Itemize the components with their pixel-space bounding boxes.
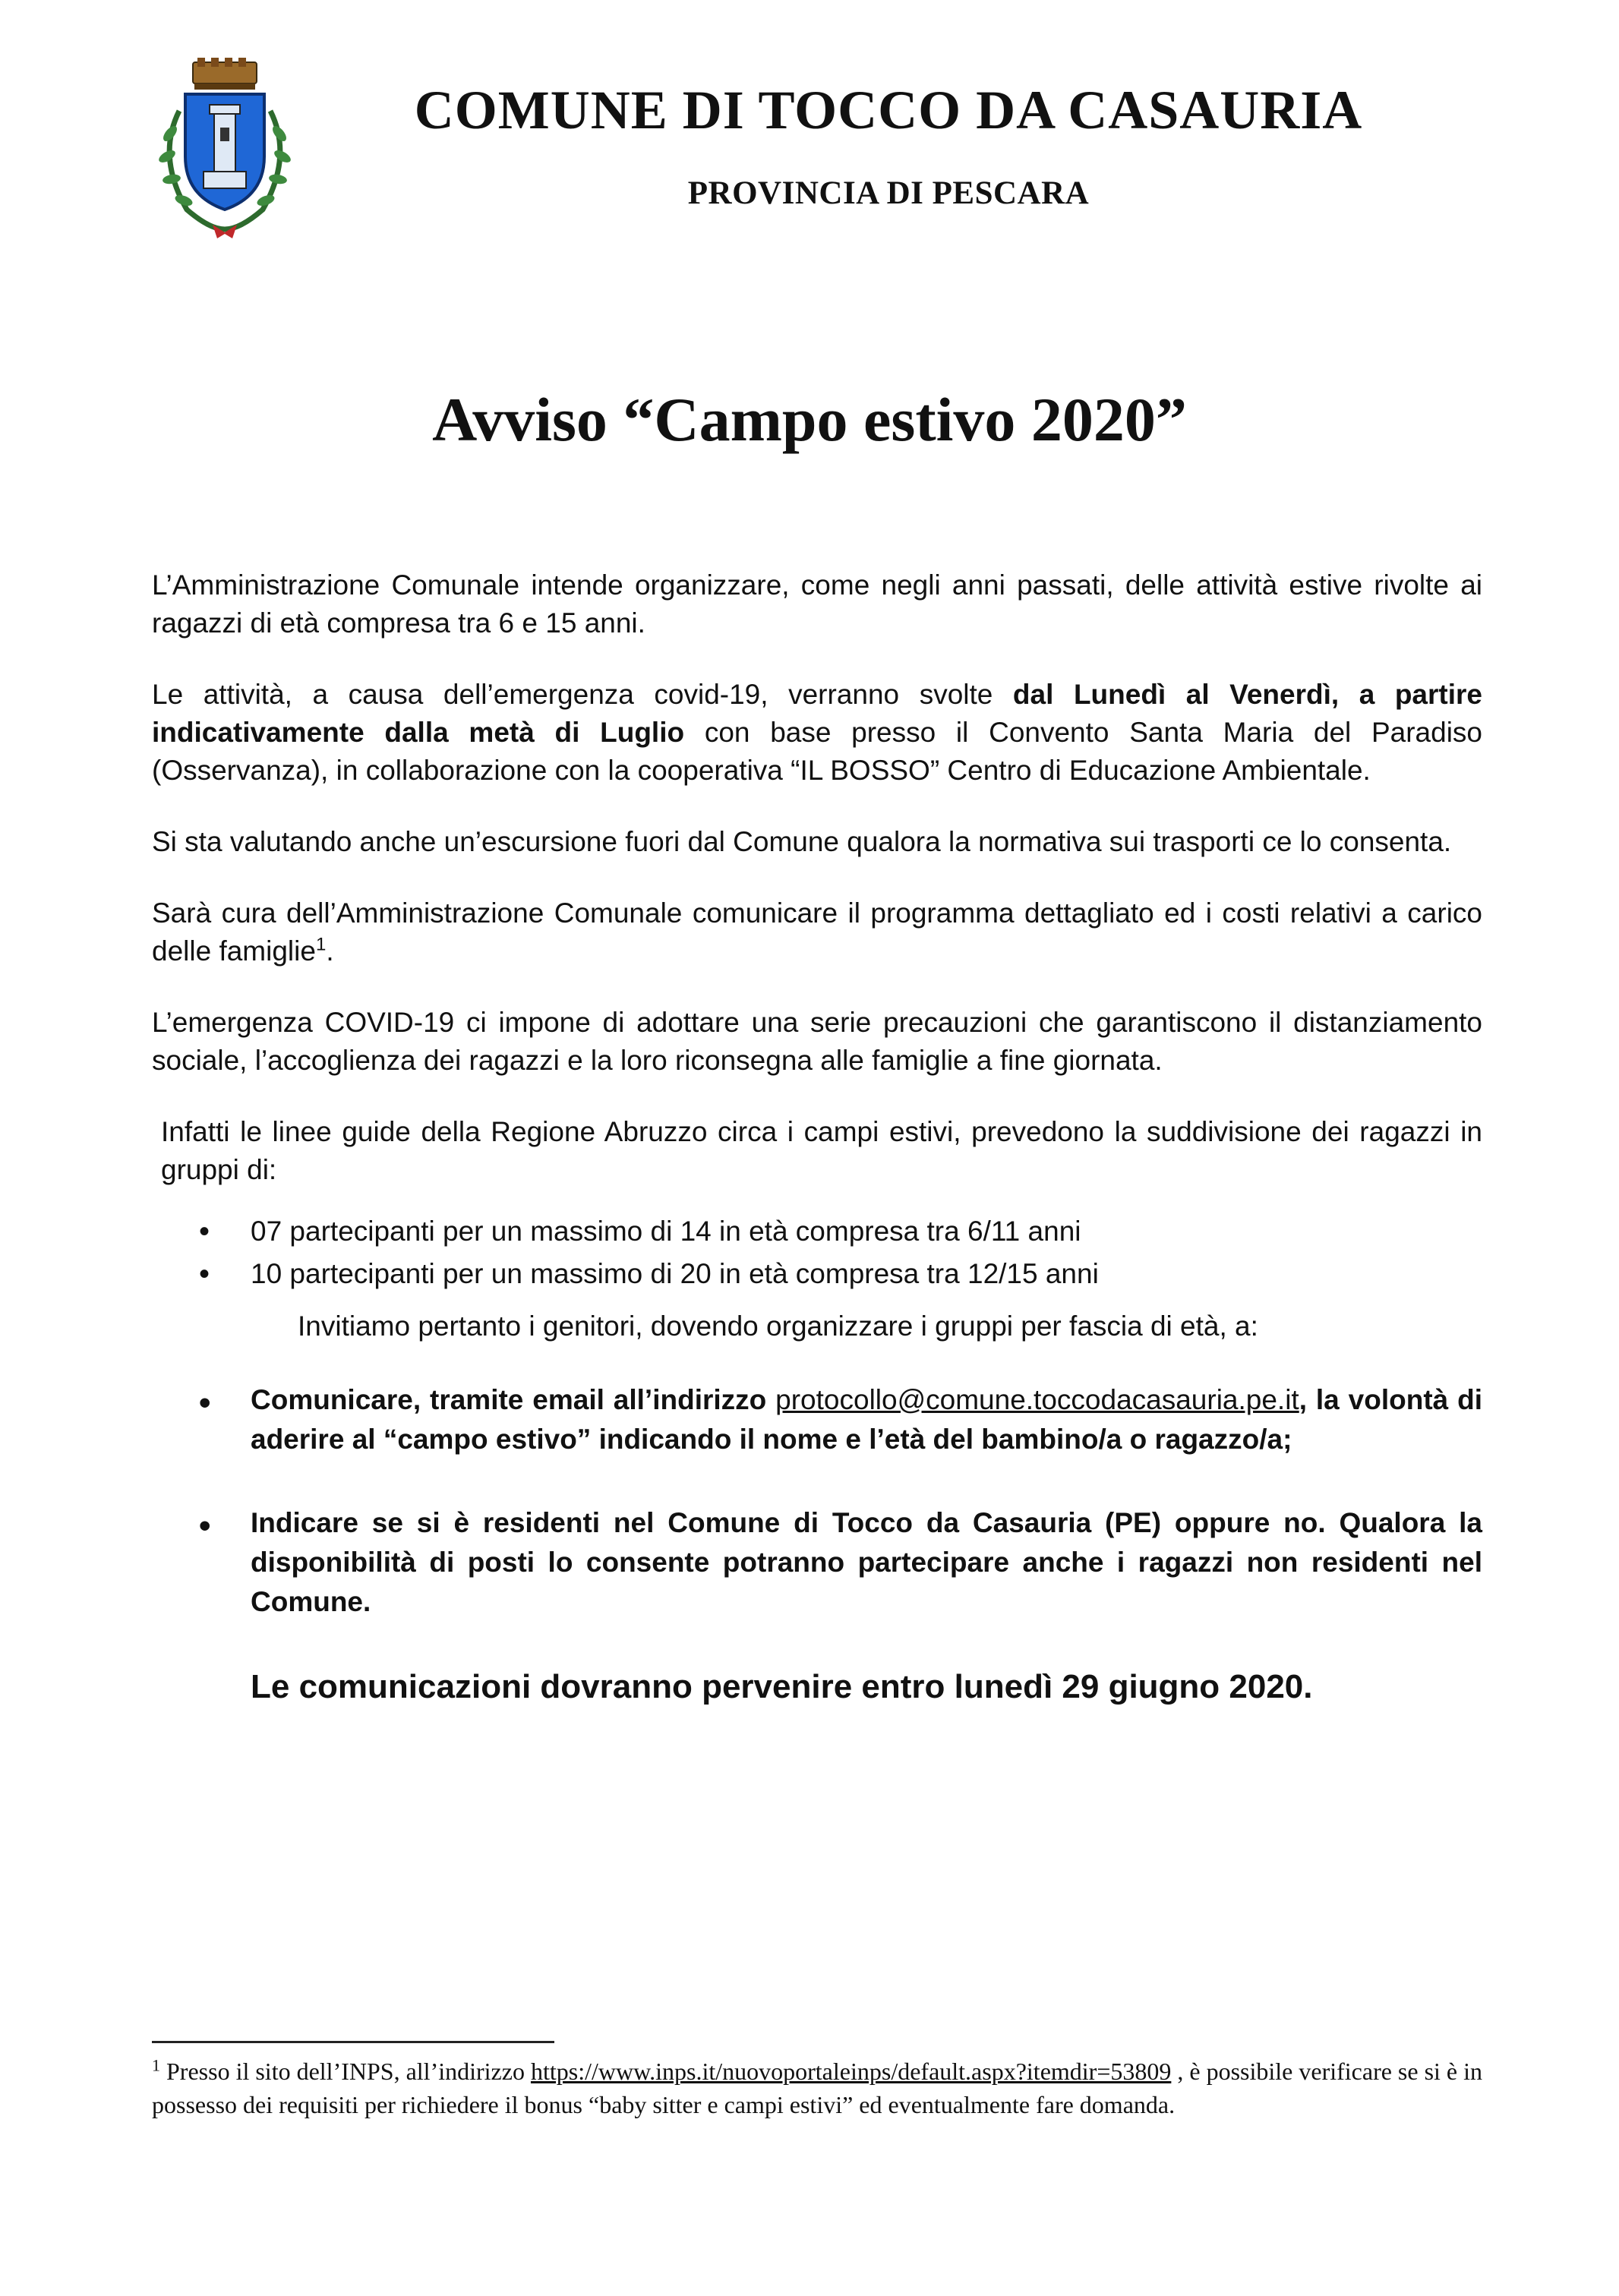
province-name: PROVINCIA DI PESCARA (687, 175, 1090, 211)
footnote-ref: 1 (315, 934, 327, 955)
footnote-divider (152, 2041, 554, 2043)
footnote: $^1$ Presso il sito dell’INPS, all’indirizzo https://www.inps.it/nuovoportaleinps/default.aspx?itemdir=53809 , è possibile verificare se si è in possesso dei requisiti per richiedere il bonus “baby sitter e campi estivi” ed eventualmente fare domanda. (152, 2055, 1483, 2118)
inps-link[interactable]: https://www.inps.it/nuovoportaleinps/default.aspx?itemdir=53809 (530, 2058, 1172, 2085)
paragraph-program: Sarà cura dell’Amministrazione Comunale comunicare il programma dettagliato ed i costi relativi a carico delle famiglie$^1$. (152, 897, 1482, 967)
list-item: • 07 partecipanti per un massimo di 14 in età compresa tra 6/11 anni (251, 1210, 1482, 1253)
deadline-notice: Le comunicazioni dovranno pervenire entro lunedì 29 giugno 2020. (251, 1668, 1313, 1705)
schedule-highlight: dal Lunedì al Venerdì, a partire indicativamente dalla metà di Luglio (152, 679, 1482, 748)
notice-title: Avviso “Campo estivo 2020” (432, 385, 1187, 454)
paragraph-invite: Invitiamo pertanto i genitori, dovendo organizzare i gruppi per fascia di età, a: (298, 1310, 1258, 1342)
paragraph-intro: L’Amministrazione Comunale intende organizzare, come negli anni passati, delle attività estive rivolte ai ragazzi di età compresa tra 6 e 15 anni. (152, 569, 1482, 639)
groups-list (152, 1210, 1482, 1295)
list-item: • Comunicare, tramite email all’indirizzo protocollo@comune.toccodacasauria.pe.it, la volontà di aderire al “campo estivo” indicando il nome e l’età del bambino/a o ragazzo/a; (251, 1380, 1482, 1459)
actions-list (152, 1380, 1482, 1622)
municipal-crest-icon (149, 58, 301, 240)
paragraph-guidelines: Infatti le linee guide della Regione Abruzzo circa i campi estivi, prevedono la suddivisione dei ragazzi in gruppi di: (161, 1116, 1482, 1185)
list-item: • Indicare se si è residenti nel Comune di Tocco da Casauria (PE) oppure no. Qualora la disponibilità di posti lo consente potranno partecipare anche i ragazzi non residenti nel Comune. (251, 1503, 1482, 1622)
municipality-name: COMUNE DI TOCCO DA CASAURIA (414, 80, 1363, 140)
email-link[interactable]: protocollo@comune.toccodacasauria.pe.it (775, 1384, 1299, 1415)
list-item: • 10 partecipanti per un massimo di 20 in età compresa tra 12/15 anni (251, 1253, 1482, 1295)
paragraph-covid: L’emergenza COVID-19 ci impone di adottare una serie precauzioni che garantiscono il distanziamento sociale, l’accoglienza dei ragazzi e la loro riconsegna alle famiglie a fine giornata. (152, 1007, 1482, 1076)
paragraph-excursion: Si sta valutando anche un’escursione fuori dal Comune qualora la normativa sui trasporti ce lo consenta. (152, 826, 1452, 857)
footnote-number: 1 (152, 2055, 160, 2075)
notice-body (152, 566, 1482, 1708)
paragraph-schedule: Le attività, a causa dell’emergenza covid-19, verranno svolte dal Lunedì al Venerdì, a partire indicativamente dalla metà di Luglio con base presso il Convento Santa Maria del Paradiso (Osservanza), in collaborazione con la cooperativa “IL BOSSO” Centro di Educazione Ambientale. (152, 679, 1483, 786)
